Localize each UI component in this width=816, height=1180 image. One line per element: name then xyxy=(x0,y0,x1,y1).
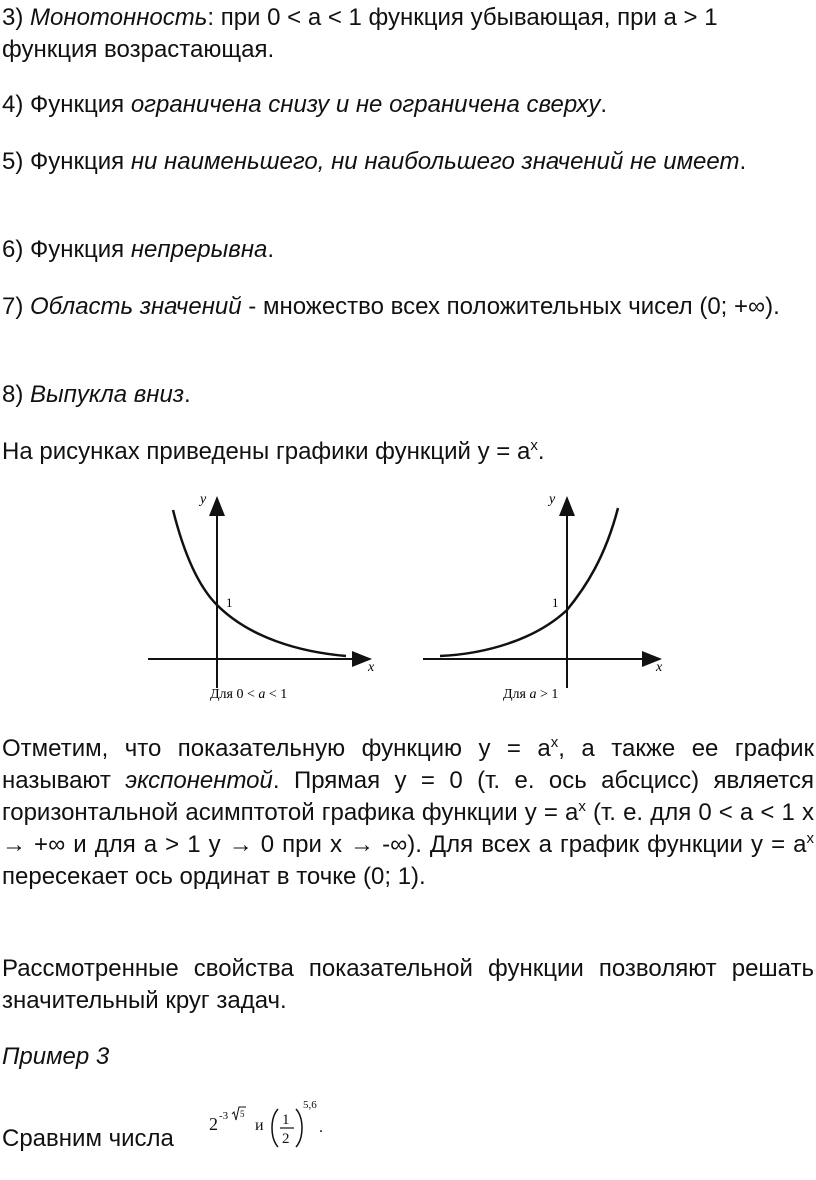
property-7-range xyxy=(2,291,814,323)
exponent-curve xyxy=(440,508,618,656)
property-term: Область значений xyxy=(30,293,242,320)
property-term: непрерывна xyxy=(130,236,268,263)
property-4-bounded xyxy=(2,89,814,121)
property-3-monotonicity xyxy=(2,2,814,66)
graph-increasing-exponent xyxy=(415,488,665,718)
summary-paragraph: Рассмотренные свойства показательной функции позволяют решать значительный круг задач. xyxy=(2,955,814,1014)
property-term: Монотонность xyxy=(30,4,208,31)
property-term: ограничена снизу и не ограничена сверху xyxy=(130,91,601,118)
root-argument: 5 xyxy=(240,1109,245,1119)
graphs-intro xyxy=(2,436,814,468)
intro-end: . xyxy=(537,438,545,465)
y-axis-label: y xyxy=(200,492,207,507)
property-text: 4) Функция xyxy=(2,91,131,118)
property-text: 5) Функция xyxy=(2,148,131,175)
intro-text: На рисунках приведены графики функций y = a xyxy=(2,438,531,465)
property-number: 8) xyxy=(2,381,31,408)
right-paren xyxy=(296,1109,302,1147)
fraction-numerator: 1 xyxy=(282,1112,290,1128)
power-base: 2 xyxy=(209,1114,218,1134)
y-axis-label: y xyxy=(549,492,556,507)
property-text: - множество всех положительных чисел (0; +∞). xyxy=(241,293,780,320)
one-label: 1 xyxy=(226,595,233,610)
graph-caption: Для 0 < a < 1 xyxy=(210,687,288,702)
left-paren xyxy=(272,1109,278,1147)
graph-caption: Для a > 1 xyxy=(503,687,559,702)
intro-exponent: x xyxy=(530,437,538,454)
fraction-denominator: 2 xyxy=(282,1131,290,1147)
example-title: Пример 3 xyxy=(2,1043,110,1070)
period: . xyxy=(319,1119,323,1136)
property-number: 3) xyxy=(2,4,31,31)
compare-lead: Сравним числа xyxy=(2,1125,174,1152)
power-exponent: -3 xyxy=(219,1110,229,1122)
property-text: : при 0 < a < 1 функция убывающая, при a > 1 функция возрастающая. xyxy=(2,4,718,63)
comparison-formula xyxy=(205,1096,345,1160)
exponent-paragraph: Отметим, что показательную функцию $y = a^x$, а также ее график называют экспонентой. Прямая y = 0 (т. е. ось абсцисс) является горизонтальной асимптотой графика функции $y = a^x$ (т. е. для 0 < a < 1 x → +∞ и для a > 1 y → 0 при x → -∞). Для всех a график функции $y = a^x$ пересекает ось ординат в точке (0; 1). xyxy=(2,734,814,890)
conjunction: и xyxy=(255,1117,264,1134)
property-5-extrema xyxy=(2,146,814,178)
property-8-convex xyxy=(2,379,814,411)
exponent-term: экспонентой xyxy=(125,767,273,794)
property-term: ни наименьшего, ни наибольшего значений не имеет xyxy=(130,148,740,175)
property-text: . xyxy=(267,236,275,263)
x-axis-label: x xyxy=(368,660,375,675)
exponent-curve xyxy=(173,510,346,656)
power-exponent: 5,6 xyxy=(303,1099,317,1111)
property-text: . xyxy=(184,381,191,408)
graph-decreasing-exponent xyxy=(140,488,390,718)
property-text: . xyxy=(600,91,608,118)
property-term: Выпукла вниз xyxy=(30,381,185,408)
property-number: 7) xyxy=(2,293,31,320)
property-text: 6) Функция xyxy=(2,236,131,263)
property-6-continuous xyxy=(2,234,814,266)
x-axis-label: x xyxy=(656,660,663,675)
property-text: . xyxy=(739,148,747,175)
one-label: 1 xyxy=(552,595,559,610)
